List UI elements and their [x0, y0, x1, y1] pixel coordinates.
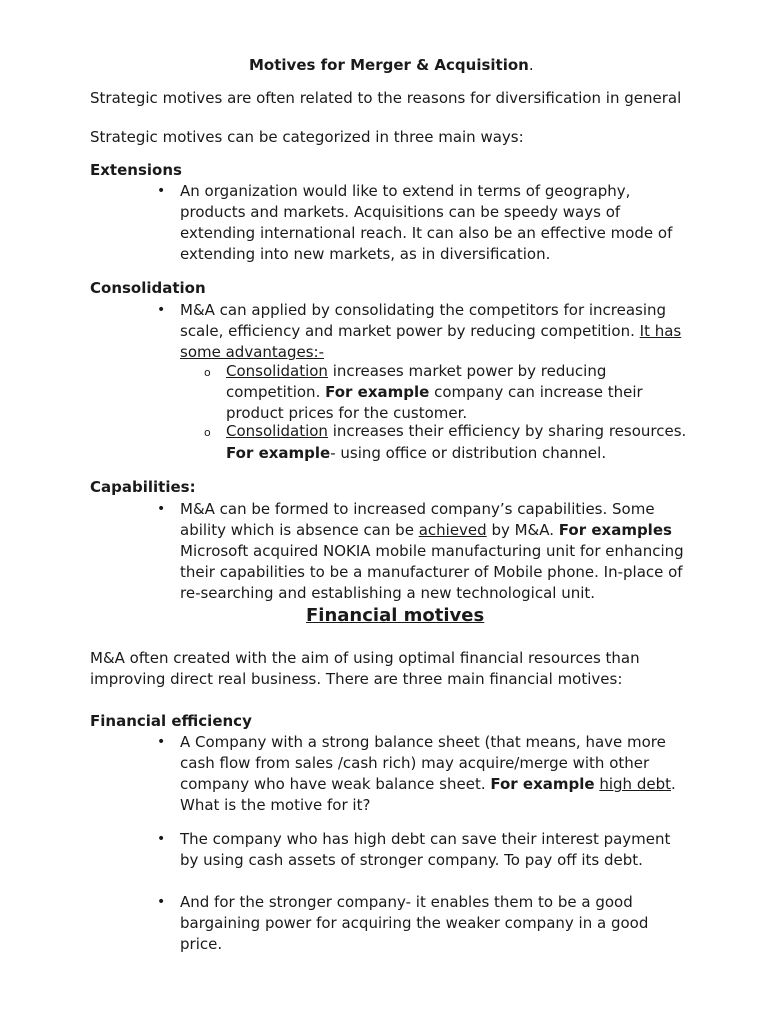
financial-bullet-line: price.	[180, 935, 223, 953]
sub-bullet-text: competition.	[226, 383, 326, 401]
sub-bullet-text: increases market power by reducing	[327, 362, 607, 380]
intro-paragraph-2: Strategic motives can be categorized in three main ways:	[90, 128, 524, 146]
sub-bullet-line	[226, 443, 606, 464]
page-title	[249, 55, 534, 76]
capabilities-heading: Capabilities:	[90, 478, 196, 496]
extensions-heading: Extensions	[90, 161, 182, 179]
consolidation-heading: Consolidation	[90, 279, 206, 297]
financial-bullet-line	[180, 774, 676, 795]
financial-bullet-line: What is the motive for it?	[180, 796, 371, 814]
bullet-marker: •	[157, 734, 166, 750]
financial-bullet-line: bargaining power for acquiring the weaker company in a good	[180, 914, 649, 932]
underlined-text: achieved	[418, 521, 487, 539]
financial-paragraph-line: improving direct real business. There are three main financial motives:	[90, 670, 623, 688]
financial-bullet-line: A Company with a strong balance sheet (that means, have more	[180, 733, 666, 751]
financial-bullet-line: The company who has high debt can save their interest payment	[180, 830, 671, 848]
bold-text: For example	[226, 444, 331, 462]
underlined-text: Consolidation	[226, 422, 328, 440]
underlined-text: It has	[639, 322, 682, 340]
bold-text: For example	[490, 775, 595, 793]
capabilities-line: re-searching and establishing a new technological unit.	[180, 584, 596, 602]
financial-efficiency-heading: Financial efficiency	[90, 712, 252, 730]
financial-bullet-line: by using cash assets of stronger company. To pay off its debt.	[180, 851, 643, 869]
extensions-line: products and markets. Acquisitions can be speedy ways of	[180, 203, 621, 221]
financial-motives-heading: Financial motives	[306, 605, 485, 626]
financial-bullet-line: cash flow from sales /cash rich) may acquire/merge with other	[180, 754, 650, 772]
sub-bullet-line	[226, 421, 686, 442]
underlined-text: Consolidation	[226, 362, 328, 380]
capabilities-text: ability which is absence can be	[180, 521, 419, 539]
sub-bullet-text: - using office or distribution channel.	[330, 444, 607, 462]
extensions-line: extending into new markets, as in diversification.	[180, 245, 551, 263]
capabilities-line	[180, 520, 672, 541]
bullet-marker: •	[157, 501, 166, 517]
title-text: Motives for Merger & Acquisition	[249, 56, 529, 74]
bullet-marker: •	[157, 302, 166, 318]
financial-paragraph-line: M&A often created with the aim of using optimal financial resources than	[90, 649, 640, 667]
financial-bullet-line: And for the stronger company- it enables them to be a good	[180, 893, 633, 911]
sub-bullet-text: company can increase their	[429, 383, 643, 401]
underlined-text: some advantages:-	[180, 343, 324, 361]
capabilities-text: by M&A.	[486, 521, 559, 539]
consolidation-text: scale, efficiency and market power by reducing competition.	[180, 322, 640, 340]
sub-bullet-marker: o	[204, 366, 211, 379]
intro-paragraph-1: Strategic motives are often related to the reasons for diversification in general	[90, 89, 682, 107]
financial-text: .	[670, 775, 676, 793]
sub-bullet-line	[226, 361, 606, 382]
bullet-marker: •	[157, 831, 166, 847]
bullet-marker: •	[157, 894, 166, 910]
consolidation-line: M&A can applied by consolidating the competitors for increasing	[180, 301, 667, 319]
consolidation-line	[180, 321, 681, 342]
title-period: .	[528, 56, 534, 74]
financial-text: company who have weak balance sheet.	[180, 775, 491, 793]
underlined-text: high debt	[599, 775, 671, 793]
sub-bullet-marker: o	[204, 426, 211, 439]
capabilities-line: M&A can be formed to increased company’s capabilities. Some	[180, 500, 655, 518]
extensions-line: extending international reach. It can also be an effective mode of	[180, 224, 673, 242]
sub-bullet-line	[226, 382, 643, 403]
bold-text: For examples	[558, 521, 672, 539]
bold-text: For example	[325, 383, 430, 401]
sub-bullet-text: increases their efficiency by sharing resources.	[327, 422, 687, 440]
sub-bullet-line: product prices for the customer.	[226, 404, 468, 422]
capabilities-line: their capabilities to be a manufacturer of Mobile phone. In-place of	[180, 563, 683, 581]
extensions-line: An organization would like to extend in terms of geography,	[180, 182, 631, 200]
capabilities-line: Microsoft acquired NOKIA mobile manufacturing unit for enhancing	[180, 542, 684, 560]
bullet-marker: •	[157, 183, 166, 199]
